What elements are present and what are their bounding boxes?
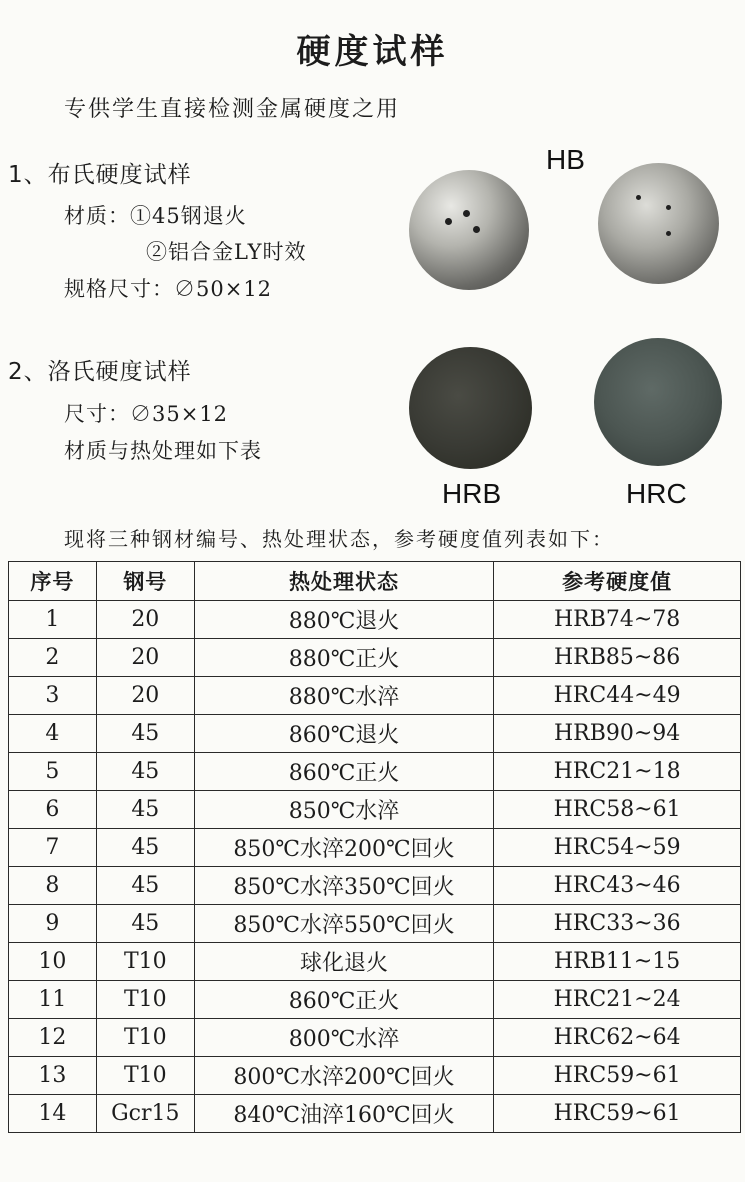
section2-size-line — [64, 398, 228, 428]
table-body — [9, 601, 741, 1133]
hardness-table — [8, 561, 741, 1133]
table-row — [9, 1057, 741, 1095]
cell-heat-treatment: 800℃水淬 — [194, 1019, 493, 1057]
cell-index: 3 — [9, 677, 97, 715]
cell-reference-hardness: HRC44~49 — [494, 677, 741, 715]
cell-heat-treatment: 880℃退火 — [194, 601, 493, 639]
indentation-mark — [636, 195, 641, 200]
table-header-row — [9, 562, 741, 601]
indentation-mark — [463, 210, 470, 217]
cell-index: 12 — [9, 1019, 97, 1057]
cell-heat-treatment: 850℃水淬200℃回火 — [194, 829, 493, 867]
section1-heading: 1、布氏硬度试样 — [8, 162, 192, 188]
cell-index: 6 — [9, 791, 97, 829]
cell-heat-treatment: 850℃水淬 — [194, 791, 493, 829]
cell-reference-hardness: HRC21~18 — [494, 753, 741, 791]
section2-size-value: ∅35×12 — [130, 402, 229, 426]
brinell-sample-photo-1 — [409, 170, 529, 290]
indentation-mark — [445, 218, 452, 225]
header-steel-grade: 钢号 — [96, 562, 194, 601]
cell-heat-treatment: 850℃水淬350℃回火 — [194, 867, 493, 905]
table-row — [9, 1095, 741, 1133]
cell-steel-grade: 45 — [96, 715, 194, 753]
header-index: 序号 — [9, 562, 97, 601]
cell-heat-treatment: 800℃水淬200℃回火 — [194, 1057, 493, 1095]
page-subtitle: 专供学生直接检测金属硬度之用 — [64, 97, 401, 122]
cell-index: 2 — [9, 639, 97, 677]
cell-index: 13 — [9, 1057, 97, 1095]
table-row — [9, 791, 741, 829]
table-row — [9, 639, 741, 677]
table-row — [9, 753, 741, 791]
cell-index: 1 — [9, 601, 97, 639]
indentation-mark — [666, 205, 671, 210]
cell-index: 10 — [9, 943, 97, 981]
table-row — [9, 981, 741, 1019]
header-reference-hardness: 参考硬度值 — [494, 562, 741, 601]
cell-heat-treatment: 880℃正火 — [194, 639, 493, 677]
photo-label-hrc: HRC — [626, 478, 687, 509]
cell-index: 14 — [9, 1095, 97, 1133]
cell-steel-grade: 20 — [96, 677, 194, 715]
rockwell-c-sample-photo — [594, 338, 722, 466]
indentation-mark — [473, 226, 480, 233]
cell-steel-grade: Gcr15 — [96, 1095, 194, 1133]
cell-reference-hardness: HRC58~61 — [494, 791, 741, 829]
cell-steel-grade: T10 — [96, 981, 194, 1019]
cell-reference-hardness: HRC62~64 — [494, 1019, 741, 1057]
cell-heat-treatment: 860℃正火 — [194, 981, 493, 1019]
section1-size-value: ∅50×12 — [174, 277, 273, 301]
cell-index: 11 — [9, 981, 97, 1019]
table-row — [9, 905, 741, 943]
cell-heat-treatment: 球化退火 — [194, 943, 493, 981]
cell-steel-grade: 45 — [96, 753, 194, 791]
cell-heat-treatment: 840℃油淬160℃回火 — [194, 1095, 493, 1133]
table-row — [9, 943, 741, 981]
cell-heat-treatment: 880℃水淬 — [194, 677, 493, 715]
section1-size-label: 规格尺寸： — [64, 277, 174, 301]
cell-reference-hardness: HRB11~15 — [494, 943, 741, 981]
cell-reference-hardness: HRB74~78 — [494, 601, 741, 639]
brinell-sample-photo-2 — [598, 163, 719, 284]
section1-size-line — [64, 273, 272, 303]
header-heat-treatment: 热处理状态 — [194, 562, 493, 601]
cell-reference-hardness: HRC43~46 — [494, 867, 741, 905]
cell-heat-treatment: 860℃正火 — [194, 753, 493, 791]
cell-steel-grade: 45 — [96, 905, 194, 943]
table-row — [9, 677, 741, 715]
cell-index: 5 — [9, 753, 97, 791]
table-intro: 现将三种钢材编号、热处理状态，参考硬度值列表如下： — [64, 527, 614, 551]
cell-heat-treatment: 860℃退火 — [194, 715, 493, 753]
cell-steel-grade: 20 — [96, 601, 194, 639]
table-row — [9, 1019, 741, 1057]
cell-heat-treatment: 850℃水淬550℃回火 — [194, 905, 493, 943]
cell-index: 7 — [9, 829, 97, 867]
section1-material-line — [64, 200, 247, 230]
cell-reference-hardness: HRC59~61 — [494, 1095, 741, 1133]
section1-material-1: ①45钢退火 — [130, 204, 247, 228]
cell-index: 8 — [9, 867, 97, 905]
table-row — [9, 715, 741, 753]
table-row — [9, 829, 741, 867]
cell-steel-grade: 45 — [96, 829, 194, 867]
photo-label-hb: HB — [546, 144, 585, 175]
section2-size-label: 尺寸： — [64, 402, 130, 426]
table-row — [9, 601, 741, 639]
cell-steel-grade: 45 — [96, 867, 194, 905]
cell-reference-hardness: HRC21~24 — [494, 981, 741, 1019]
cell-steel-grade: T10 — [96, 1057, 194, 1095]
cell-steel-grade: 45 — [96, 791, 194, 829]
section1-material-label: 材质： — [64, 204, 130, 228]
page-title: 硬度试样 — [296, 32, 449, 72]
cell-reference-hardness: HRB85~86 — [494, 639, 741, 677]
section2-note: 材质与热处理如下表 — [64, 439, 262, 463]
indentation-mark — [666, 231, 671, 236]
cell-steel-grade: T10 — [96, 1019, 194, 1057]
cell-steel-grade: T10 — [96, 943, 194, 981]
section2-heading: 2、洛氏硬度试样 — [8, 359, 192, 385]
photo-label-hrb: HRB — [442, 478, 502, 509]
table-row — [9, 867, 741, 905]
cell-reference-hardness: HRC54~59 — [494, 829, 741, 867]
rockwell-b-sample-photo — [409, 347, 532, 469]
cell-index: 9 — [9, 905, 97, 943]
cell-reference-hardness: HRB90~94 — [494, 715, 741, 753]
cell-steel-grade: 20 — [96, 639, 194, 677]
cell-reference-hardness: HRC59~61 — [494, 1057, 741, 1095]
cell-index: 4 — [9, 715, 97, 753]
section1-material-2: ②铝合金LY时效 — [146, 240, 307, 264]
cell-reference-hardness: HRC33~36 — [494, 905, 741, 943]
